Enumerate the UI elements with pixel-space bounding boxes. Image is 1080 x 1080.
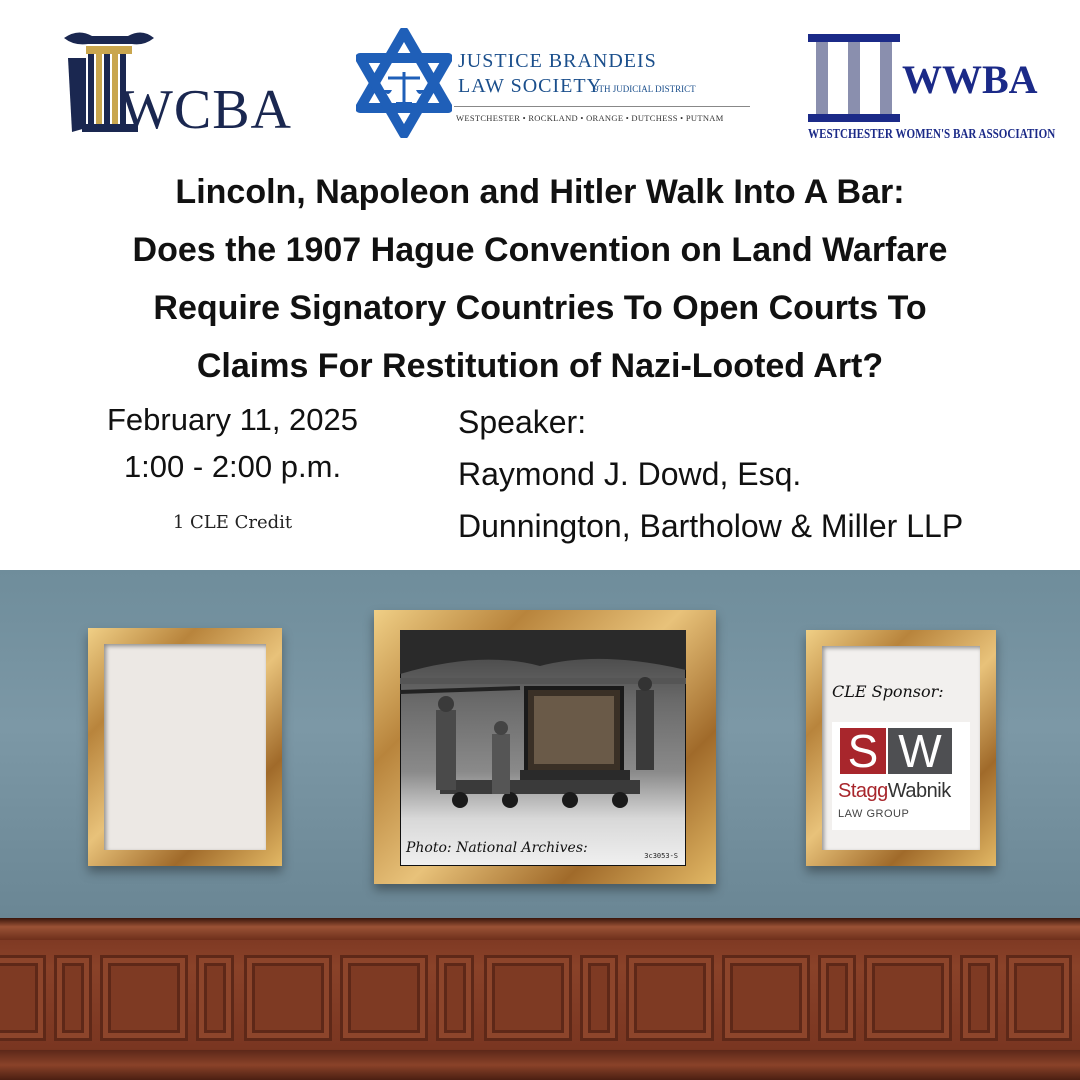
wood-panel [54,955,92,1041]
wood-panel [626,955,714,1041]
wwba-text: WWBA [902,57,1038,102]
wood-panel [1006,955,1072,1041]
wood-panel [196,955,234,1041]
wood-panel [484,955,572,1041]
cle-credit: 1 CLE Credit [172,512,293,533]
stagg-wabnik-logo [832,722,970,830]
jbls-divider [454,106,750,107]
event-title [20,163,1060,395]
mine-scene-illustration [400,630,686,866]
sponsor-frame [806,630,996,866]
photo-caption: Photo: National Archives: [406,840,588,856]
star-of-david-icon [356,28,452,138]
title-line: Lincoln, Napoleon and Hitler Walk Into A Bar: [175,173,905,211]
jbls-counties: WESTCHESTER • ROCKLAND • ORANGE • DUTCHESS • PUTNAM [456,113,724,123]
sponsor-name-part1: Stagg [838,780,888,802]
wood-panel [340,955,428,1041]
sponsor-subtitle: LAW GROUP [838,808,910,820]
photo-frame [374,610,716,884]
sw-mark-w: W [888,728,952,774]
photo-number: 3c3053-S [644,852,678,860]
jbls-name-line1: JUSTICE BRANDEIS [458,50,657,72]
sponsor-name [838,780,951,803]
wwba-subtitle: WESTCHESTER WOMEN'S BAR ASSOCIATION [808,126,1056,141]
wood-panel [818,955,856,1041]
event-datetime [60,396,405,490]
caryatid-columns-icon [806,34,902,124]
wcba-text: WCBA [120,79,292,141]
wood-panel [960,955,998,1041]
wood-panel [580,955,618,1041]
wcba-logo [58,28,298,141]
event-time: 1:00 - 2:00 p.m. [123,449,342,484]
jbls-district: 9TH JUDICIAL DISTRICT [594,84,696,94]
wood-panel [436,955,474,1041]
title-line: Require Signatory Countries To Open Courts To [153,289,927,327]
jbls-name-line2: LAW SOCIETY [458,75,603,97]
empty-picture-frame [88,628,282,866]
archival-photo [400,630,686,866]
wood-panel [0,955,46,1041]
chair-rail [0,918,1080,940]
baseboard [0,1050,1080,1080]
sponsor-label: CLE Sponsor: [832,682,944,701]
wood-panel [100,955,188,1041]
event-date: February 11, 2025 [106,402,359,437]
wood-panel [722,955,810,1041]
sw-mark-s: S [840,728,886,774]
sponsor-name-part2: Wabnik [887,780,951,802]
speaker-label: Speaker: [458,404,587,440]
wood-panel [864,955,952,1041]
blank-canvas [104,644,266,850]
sponsor-mat [822,646,980,850]
title-line: Claims For Restitution of Nazi-Looted Art? [196,347,884,385]
speaker-name: Raymond J. Dowd, Esq. [458,456,802,492]
speaker-firm: Dunnington, Bartholow & Miller LLP [458,508,964,544]
wwba-logo [806,30,1056,148]
speaker-block [458,396,963,552]
title-line: Does the 1907 Hague Convention on Land Warfare [132,231,948,269]
wood-panel [244,955,332,1041]
jbls-logo [356,28,756,138]
